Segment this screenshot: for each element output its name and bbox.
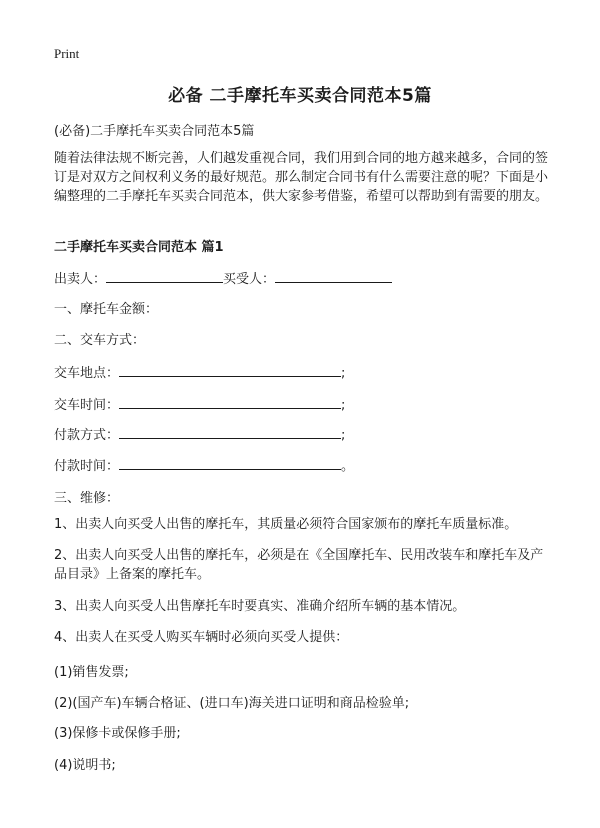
seller-label: 出卖人： — [54, 272, 107, 287]
delivery-place-label: 交车地点： — [54, 366, 120, 381]
page-title: 必备 二手摩托车买卖合同范本5篇 — [168, 86, 432, 106]
sub-item-3: (3)保修卡或保修手册; — [54, 726, 181, 741]
payment-method-label: 付款方式： — [54, 428, 120, 443]
delivery-place-line — [54, 362, 345, 381]
item-delivery-method: 二、交车方式： — [54, 333, 146, 348]
print-link[interactable]: Print — [54, 46, 80, 61]
subtitle: (必备)二手摩托车买卖合同范本5篇 — [54, 124, 255, 139]
payment-time-label: 付款时间： — [54, 459, 120, 474]
clause-3: 3、出卖人向买受人出售摩托车时要真实、准确介绍所车辆的基本情况。 — [54, 599, 466, 614]
section-heading: 二手摩托车买卖合同范本 篇1 — [54, 240, 224, 255]
payment-method-blank — [119, 426, 341, 439]
semicolon: ; — [341, 366, 346, 381]
clause-1: 1、出卖人向买受人出售的摩托车，其质量必须符合国家颁布的摩托车质量标准。 — [54, 517, 518, 532]
payment-time-line — [54, 455, 354, 474]
semicolon: ; — [341, 428, 346, 443]
delivery-time-label: 交车时间： — [54, 398, 120, 413]
parties-line — [54, 268, 392, 287]
sub-item-1: (1)销售发票; — [54, 665, 129, 680]
seller-blank — [106, 270, 223, 283]
buyer-label: 买受人： — [223, 272, 276, 287]
intro-paragraph: 随着法律法规不断完善，人们越发重视合同，我们用到合同的地方越来越多，合同的签订是对双方之间权利义务的最好规范。那么制定合同书有什么需要注意的呢？下面是小编整理的二手摩托车买卖合同范本，供大家参考借鉴，希望可以帮助到有需要的朋友。 — [54, 151, 549, 204]
item-maintenance: 三、维修： — [54, 491, 120, 506]
clause-2: 2、出卖人向买受人出售的摩托车，必须是在《全国摩托车、民用改装车和摩托车及产品目录》上备案的摩托车。 — [54, 548, 544, 582]
payment-time-blank — [119, 457, 341, 470]
period: 。 — [341, 459, 355, 474]
buyer-blank — [275, 270, 392, 283]
item-amount: 一、摩托车金额： — [54, 302, 159, 317]
payment-method-line — [54, 424, 345, 443]
delivery-time-line — [54, 394, 345, 413]
clause-4: 4、出卖人在买受人购买车辆时必须向买受人提供： — [54, 630, 349, 645]
delivery-time-blank — [119, 396, 341, 409]
delivery-place-blank — [119, 364, 341, 377]
sub-item-4: (4)说明书; — [54, 758, 116, 773]
sub-item-2: (2)(国产车)车辆合格证、(进口车)海关进口证明和商品检验单; — [54, 696, 410, 711]
semicolon: ; — [341, 398, 346, 413]
